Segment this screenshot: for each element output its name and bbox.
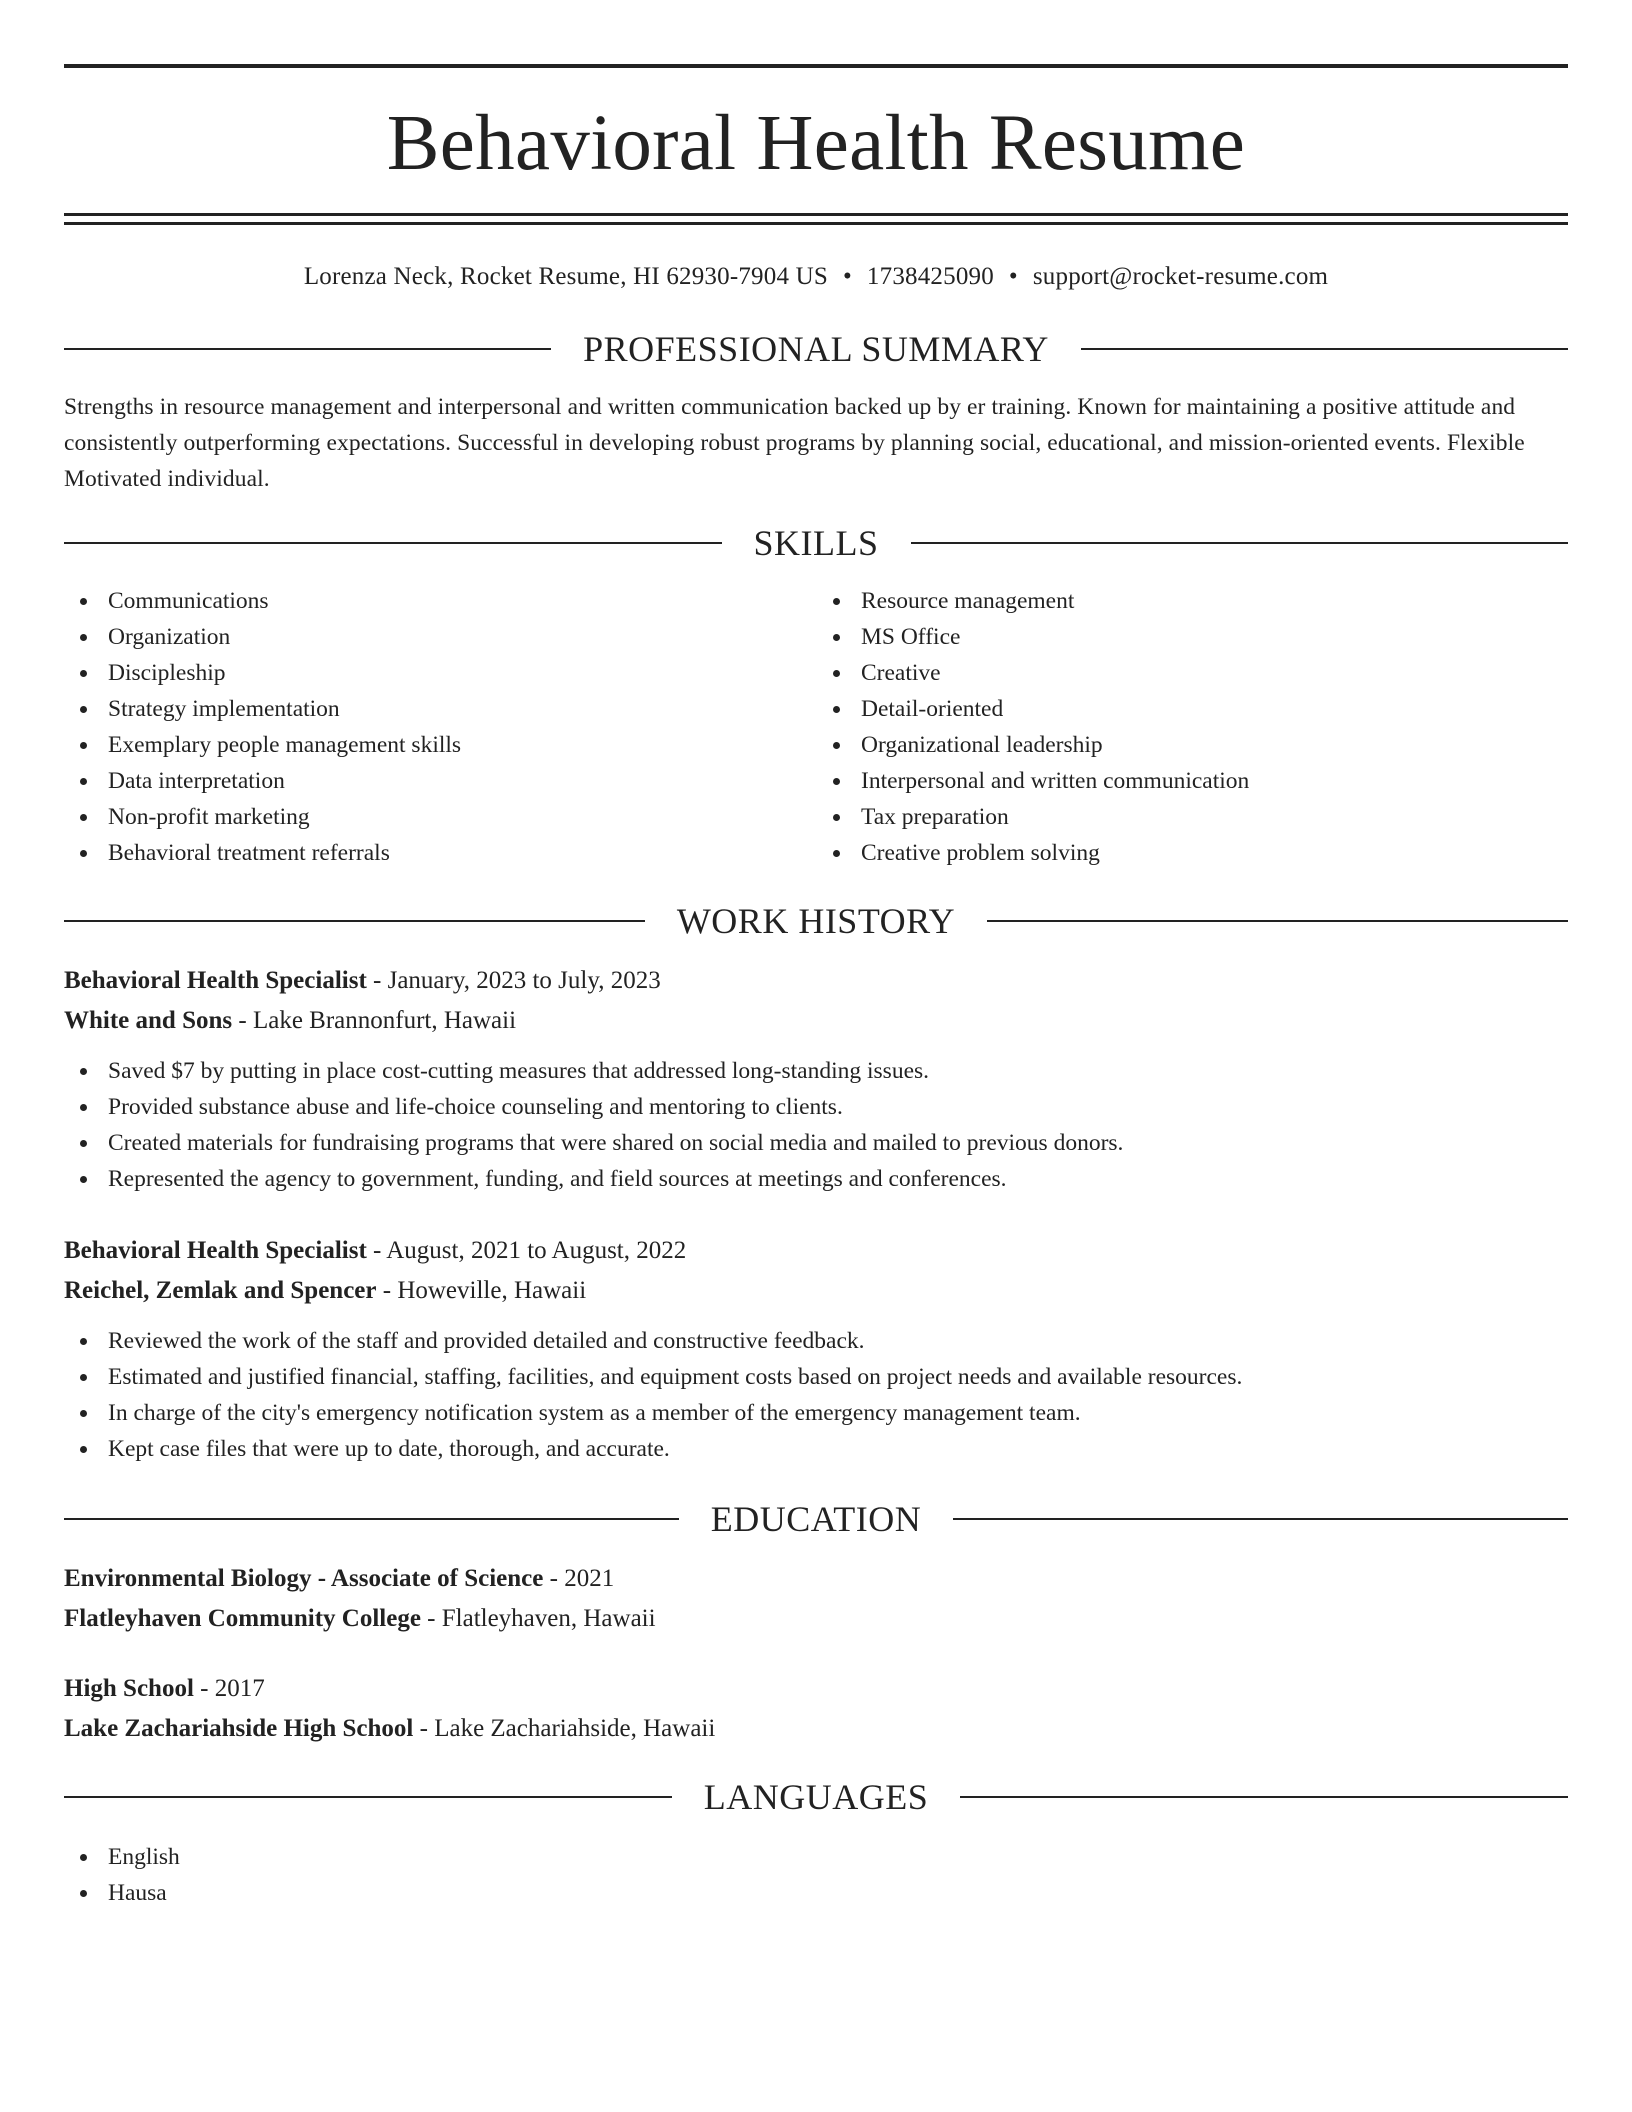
skill-item: Strategy implementation: [64, 691, 815, 727]
resume-title: Behavioral Health Resume: [386, 100, 1246, 187]
education-degree-line: [64, 1559, 1568, 1599]
job-company: White and Sons: [64, 1007, 233, 1034]
section-title-education: EDUCATION: [710, 1499, 922, 1539]
job-title-line: [64, 961, 1568, 1001]
education-degree: Environmental Biology - Associate of Science: [64, 1565, 544, 1592]
education-degree-line: [64, 1669, 1568, 1709]
header-rule-2: [64, 222, 1568, 225]
skill-item: Detail-oriented: [817, 691, 1568, 727]
job-duty-item: Reviewed the work of the staff and provided detailed and constructive feedback.: [64, 1323, 1568, 1359]
contact-separator: •: [1008, 263, 1018, 290]
skill-item: Resource management: [817, 583, 1568, 619]
education-school: Lake Zachariahside High School: [64, 1715, 414, 1742]
job-duty-item: In charge of the city's emergency notification system as a member of the emergency management team.: [64, 1395, 1568, 1431]
job-dates: - January, 2023 to July, 2023: [366, 967, 661, 994]
education-school: Flatleyhaven Community College: [64, 1605, 421, 1632]
skill-item: Non-profit marketing: [64, 799, 815, 835]
header-rule-1: [64, 213, 1568, 216]
section-divider: [911, 542, 1569, 544]
job-company-line: [64, 1271, 1568, 1311]
job-title-line: [64, 1231, 1568, 1271]
skills-column-left: [64, 583, 815, 871]
education-school-line: [64, 1599, 1568, 1639]
skill-item: Organizational leadership: [817, 727, 1568, 763]
section-title-languages: LANGUAGES: [703, 1777, 929, 1817]
professional-summary-text: Strengths in resource management and interpersonal and written communication backed up by er training. Known for maintaining a positive attitude and consistently outperforming expectations. Successful in developing robust programs by planning social, educational, and mission-oriented events. Flexible Motivated individual.: [64, 394, 1525, 492]
job-title: Behavioral Health Specialist: [64, 1237, 367, 1264]
skills-column-right: [815, 583, 1568, 871]
job-title: Behavioral Health Specialist: [64, 967, 367, 994]
language-item: English: [64, 1839, 1568, 1875]
education-year: - 2021: [543, 1565, 615, 1592]
skill-item: Behavioral treatment referrals: [64, 835, 815, 871]
job-company: Reichel, Zemlak and Spencer: [64, 1277, 377, 1304]
job-location: - Howeville, Hawaii: [376, 1277, 587, 1304]
languages-list: [64, 1839, 1568, 1911]
section-header-education: [64, 1501, 1568, 1537]
section-header-summary: [64, 331, 1568, 367]
header-top-rule: [64, 64, 1568, 68]
job-company-line: [64, 1001, 1568, 1041]
contact-line: [64, 263, 1568, 291]
section-divider: [64, 1796, 672, 1798]
section-divider: [953, 1518, 1568, 1520]
contact-phone: 1738425090: [866, 263, 994, 290]
section-header-languages: [64, 1779, 1568, 1815]
language-item: Hausa: [64, 1875, 1568, 1911]
job-duty-item: Provided substance abuse and life-choice counseling and mentoring to clients.: [64, 1089, 1568, 1125]
job-duty-item: Kept case files that were up to date, thorough, and accurate.: [64, 1431, 1568, 1467]
job-location: - Lake Brannonfurt, Hawaii: [232, 1007, 517, 1034]
job-dates: - August, 2021 to August, 2022: [366, 1237, 687, 1264]
resume-page: [64, 64, 1568, 1911]
skill-item: MS Office: [817, 619, 1568, 655]
skill-item: Exemplary people management skills: [64, 727, 815, 763]
job-duties-list: [64, 1053, 1568, 1197]
section-title-summary: PROFESSIONAL SUMMARY: [583, 329, 1049, 369]
education-entry: [64, 1559, 1568, 1639]
section-divider: [1081, 348, 1568, 350]
job-duty-item: Created materials for fundraising programs that were shared on social media and mailed to previous donors.: [64, 1125, 1568, 1161]
section-title-skills: SKILLS: [753, 523, 879, 563]
contact-address: Lorenza Neck, Rocket Resume, HI 62930-7904 US: [303, 263, 828, 290]
education-year: - 2017: [193, 1675, 265, 1702]
job-entry: [64, 961, 1568, 1197]
section-divider: [64, 542, 722, 544]
education-degree: High School: [64, 1675, 194, 1702]
contact-email: support@rocket-resume.com: [1032, 263, 1329, 290]
section-divider: [64, 920, 645, 922]
job-entry: [64, 1231, 1568, 1467]
contact-separator: •: [842, 263, 852, 290]
education-location: - Lake Zachariahside, Hawaii: [413, 1715, 716, 1742]
skill-item: Data interpretation: [64, 763, 815, 799]
job-duty-item: Saved $7 by putting in place cost-cutting measures that addressed long-standing issues.: [64, 1053, 1568, 1089]
section-divider: [64, 348, 551, 350]
education-location: - Flatleyhaven, Hawaii: [420, 1605, 656, 1632]
skill-item: Organization: [64, 619, 815, 655]
section-divider: [64, 1518, 679, 1520]
section-header-work-history: [64, 903, 1568, 939]
skill-item: Interpersonal and written communication: [817, 763, 1568, 799]
education-entry: [64, 1669, 1568, 1749]
skill-item: Discipleship: [64, 655, 815, 691]
education-school-line: [64, 1709, 1568, 1749]
section-header-skills: [64, 525, 1568, 561]
skills-list: [64, 583, 1568, 871]
skill-item: Creative problem solving: [817, 835, 1568, 871]
job-duty-item: Represented the agency to government, funding, and field sources at meetings and conferences.: [64, 1161, 1568, 1197]
job-duties-list: [64, 1323, 1568, 1467]
section-title-work-history: WORK HISTORY: [676, 901, 956, 941]
skill-item: Communications: [64, 583, 815, 619]
section-divider: [960, 1796, 1568, 1798]
skill-item: Tax preparation: [817, 799, 1568, 835]
section-divider: [987, 920, 1568, 922]
skill-item: Creative: [817, 655, 1568, 691]
job-duty-item: Estimated and justified financial, staffing, facilities, and equipment costs based on project needs and available resources.: [64, 1359, 1568, 1395]
